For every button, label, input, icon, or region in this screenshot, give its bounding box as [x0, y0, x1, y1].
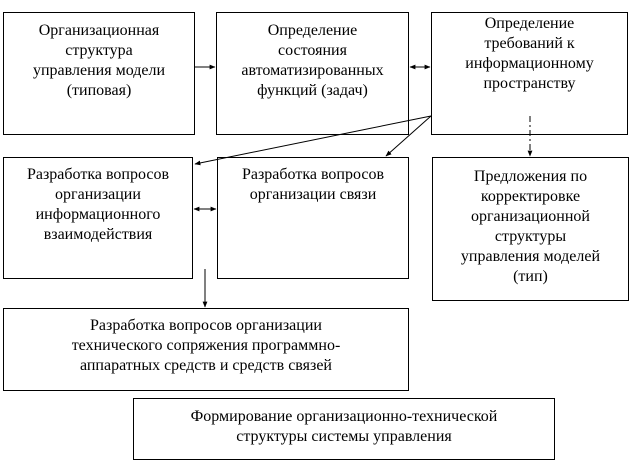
arrow-requirements-to-info-interaction [195, 116, 431, 164]
box-automated-functions-label: Определение состояния автоматизированных функций (задач) [241, 22, 384, 99]
box-info-space-requirements-label: Определение требований к информационному пространству [465, 15, 594, 92]
box-technical-interface-label: Разработка вопросов организации технического сопряжения программно- аппаратных средств и средств связей [71, 317, 341, 374]
arrow-requirements-to-communication [386, 116, 431, 156]
box-correction-proposals-label: Предложения по корректировке организационной структуры управления моделей (тип) [460, 168, 601, 285]
box-communication-label: Разработка вопросов организации связи [241, 166, 385, 203]
box-system-formation-label: Формирование организационно-технической структуры системы управления [190, 408, 498, 445]
box-info-interaction-label: Разработка вопросов организации информационного взаимодействия [26, 166, 170, 243]
box-org-structure-label: Организационная структура управления модели (типовая) [32, 22, 166, 99]
